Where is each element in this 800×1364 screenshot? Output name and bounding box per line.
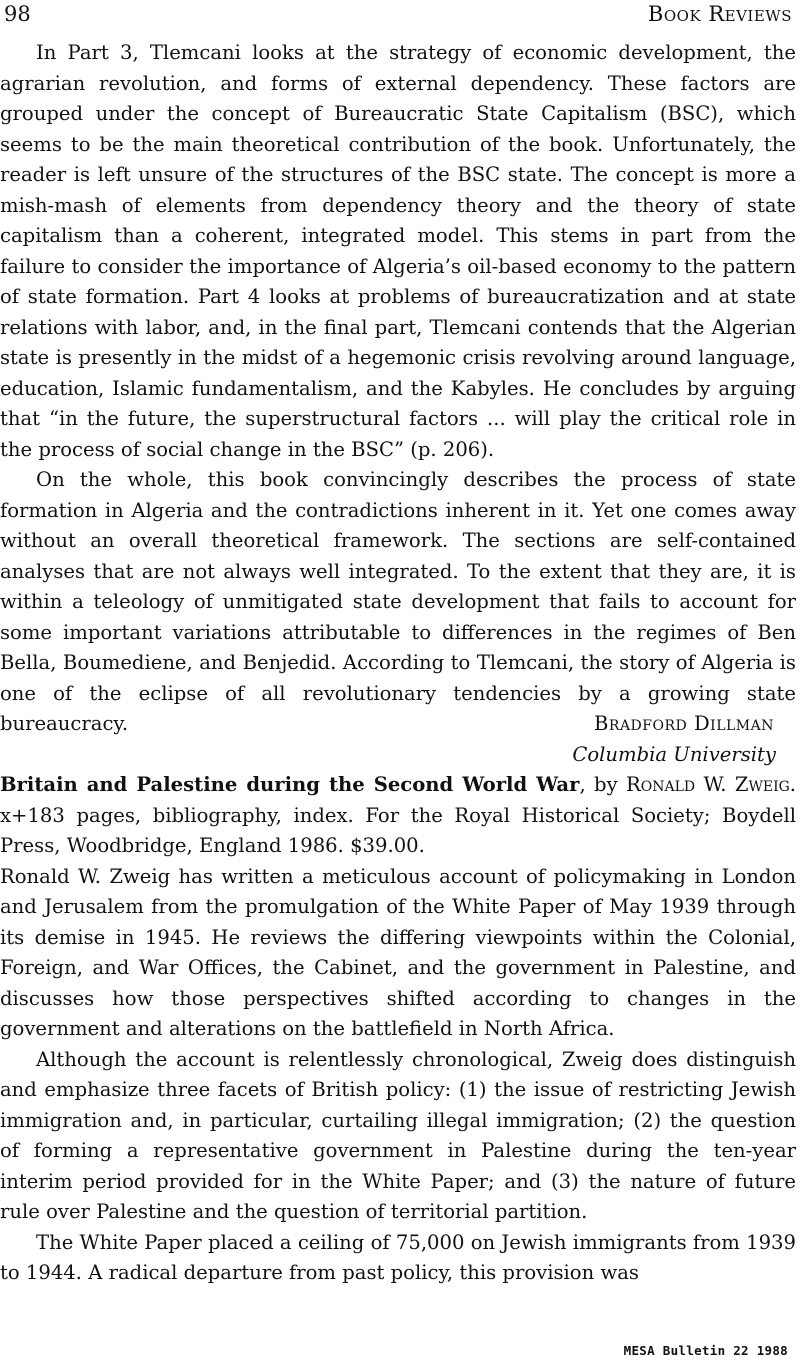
running-head [4, 0, 792, 28]
body-text [0, 38, 796, 1289]
by-connector: , by [579, 773, 627, 796]
book-author: Ronald W. Zweig [626, 773, 790, 796]
section-title: Book Reviews [647, 2, 792, 26]
journal-footer: MESA Bulletin 22 1988 [623, 1343, 788, 1358]
review2-paragraph-3: The White Paper placed a ceiling of 75,000 on Jewish immigrants from 1939 to 1944. A radical departure from past policy, this provision was [0, 1230, 796, 1284]
reviewer-affiliation: Columbia University [572, 742, 776, 766]
book-title: Britain and Palestine during the Second World War [0, 773, 580, 796]
review1-paragraph-2: On the whole, this book convincingly describes the process of state formation in Algeria and the contradictions inherent in it. Yet one comes away without an overall theoretical framework. The sections are self-contained analyses that are not always well integrated. To the extent that they are, it is within a teleology of unmitigated state development that fails to account for some important variations attributable to differences in the regimes of Ben Bella, Boumediene, and Benjedid. According to Tlemcani, the story of Algeria is one of the eclipse of all revolutionary tendencies by a growing state bureaucracy. [0, 468, 796, 735]
reviewer-name: Bradford Dillman [594, 712, 774, 735]
book-details: . x+183 pages, bibliography, index. For the Royal Historical Society; Boydell Press, Woodbridge, England 1986. $39.00. [0, 773, 797, 857]
review1-paragraph-1: In Part 3, Tlemcani looks at the strategy of economic development, the agrarian revolution, and forms of external dependency. These factors are grouped under the concept of Bureaucratic State Capitalism (BSC), which seems to be the main theoretical contribution of the book. Unfortunately, the reader is left unsure of the structures of the BSC state. The concept is more a mish-mash of elements from dependency theory and the theory of state capitalism than a coherent, integrated model. This stems in part from the failure to consider the importance of Algeria’s oil-based economy to the pattern of state formation. Part 4 looks at problems of bureaucratization and at state relations with labor, and, in the final part, Tlemcani contends that the Algerian state is presently in the midst of a hegemonic crisis revolving around language, education, Islamic fundamentalism, and the Kabyles. He concludes by arguing that “in the future, the superstructural factors ... will play the critical role in the process of social change in the BSC” (p. 206). [0, 41, 796, 461]
review2-paragraph-2: Although the account is relentlessly chronological, Zweig does distinguish and emphasize three facets of British policy: (1) the issue of restricting Jewish immigration and, in particular, curtailing illegal immigration; (2) the question of forming a representative government in Palestine during the ten-year interim period provided for in the White Paper; and (3) the nature of future rule over Palestine and the question of territorial partition. [0, 1047, 796, 1223]
page-number: 98 [4, 2, 31, 26]
review-heading [0, 770, 796, 862]
review2-paragraph-1: Ronald W. Zweig has written a meticulous account of policymaking in London and Jerusalem from the promulgation of the White Paper of May 1939 through its demise in 1945. He reviews the differing viewpoints within the Colonial, Foreign, and War Offices, the Cabinet, and the government in Palestine, and discusses how those perspectives shifted according to changes in the government and alterations on the battlefield in North Africa. [0, 864, 796, 1040]
